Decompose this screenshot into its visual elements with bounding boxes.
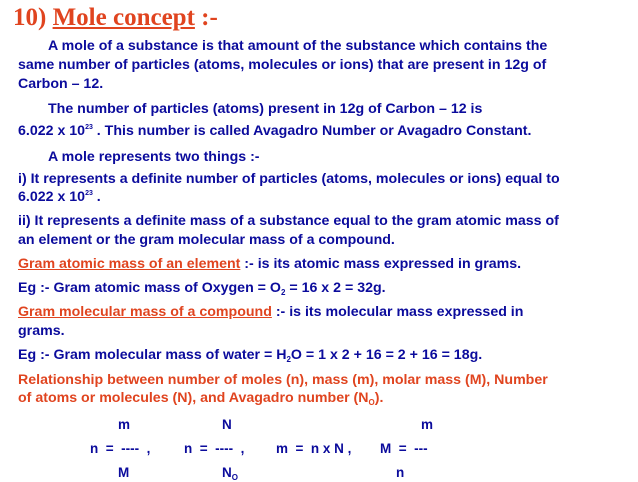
formula-4: M = --- <box>380 441 428 456</box>
avogadro-line-2: 6.022 x $10^{23}$ . This number is called Avagadro Number or Avagadro Constant. <box>18 123 532 139</box>
formula-2-numerator: N <box>222 417 232 432</box>
formula-1-denominator: M <box>118 465 130 480</box>
mole-represents-heading: A mole represents two things :- <box>48 149 260 165</box>
point-ii-line-2: an element or the gram molecular mass of a compound. <box>18 232 395 248</box>
relationship-line-1: Relationship between number of moles (n), mass (m), molar mass (M), Number <box>18 372 548 388</box>
definition-line-1: A mole of a substance is that amount of the substance which contains the <box>48 38 548 54</box>
gram-molecular-mass-definition: Gram molecular mass of a compound :- is its molecular mass expressed in <box>18 304 524 320</box>
formula-4-denominator: n <box>396 465 405 480</box>
gram-atomic-mass-definition: Gram atomic mass of an element :- is its atomic mass expressed in grams. <box>18 256 522 272</box>
point-ii-line-1: ii) It represents a definite mass of a substance equal to the gram atomic mass of <box>18 213 559 229</box>
point-i-line-2: 6.022 x $10^{23}$ . <box>18 189 101 205</box>
formula-2: n = ---- , <box>184 441 245 456</box>
formula-1-numerator: m <box>118 417 131 432</box>
point-i-line-1: i) It represents a definite number of particles (atoms, molecules or ions) equal to <box>18 171 560 187</box>
page-title <box>13 4 218 32</box>
definition-line-3: Carbon – 12. <box>18 76 104 92</box>
formula-1: n = ---- , <box>90 441 151 456</box>
avogadro-line-1: The number of particles (atoms) present in 12g of Carbon – 12 is <box>48 101 483 117</box>
title-suffix: :- <box>201 4 218 31</box>
gram-molecular-mass-definition-line-2: grams. <box>18 323 65 339</box>
formula-2-denominator: $N_O$ <box>222 465 238 482</box>
gram-atomic-mass-term: Gram atomic mass of an element <box>18 256 241 272</box>
definition-line-2: same number of particles (atoms, molecules or ions) that are present in 12g of <box>18 57 547 73</box>
water-example: Eg :- Gram molecular mass of water = $H_2O = 1$ x 2 + 16 = 2 + 16 = 18g. <box>18 347 483 364</box>
oxygen-example: Eg :- Gram atomic mass of Oxygen = $O_2 = 16$ x 2 = 32g. <box>18 280 386 297</box>
title-number: 10) <box>13 4 47 31</box>
title-text: Mole concept <box>52 4 195 31</box>
relationship-line-2: of atoms or molecules (N), and Avagadro number $(N_O)$. <box>18 390 384 407</box>
gram-molecular-mass-term: Gram molecular mass of a compound <box>18 304 272 320</box>
formula-4-numerator: m <box>421 417 434 432</box>
formula-3: m = n x N , <box>276 441 352 456</box>
